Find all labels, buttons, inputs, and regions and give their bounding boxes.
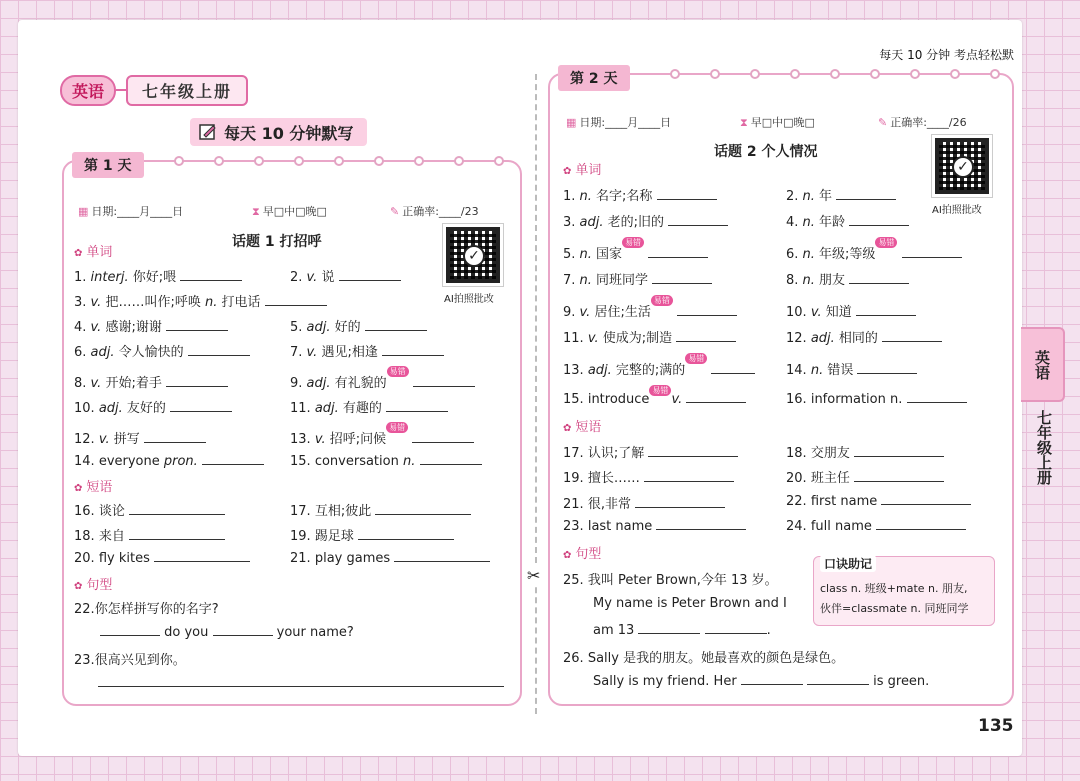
list-item: 9. adj. 有礼貌的易错 <box>290 372 475 391</box>
binder-ring-icon <box>374 156 384 166</box>
list-item: 5. adj. 好的 <box>290 316 427 335</box>
binder-ring-icon <box>174 156 184 166</box>
hard-badge: 易错 <box>387 366 409 377</box>
date-label: 日期:____月____日 <box>579 116 672 129</box>
list-item: 6. n. 年级;等级易错 <box>786 243 962 262</box>
topic2-title: 话题 2 个人情况 <box>714 144 818 160</box>
list-item: 12. adj. 相同的 <box>786 327 942 346</box>
subject-grade-badge <box>60 75 248 105</box>
list-item: 23. last name <box>563 518 746 534</box>
qr-code-icon[interactable]: ✓ <box>443 224 503 286</box>
binder-ring-icon <box>334 156 344 166</box>
list-item: 3. v. 把……叫作;呼唤 n. 打电话 <box>74 291 327 310</box>
qr-code-icon[interactable]: ✓ <box>932 135 992 197</box>
accuracy-label: 正确率:____/26 <box>890 116 967 129</box>
pen-icon <box>198 122 218 142</box>
list-item: 3. adj. 老的;旧的 <box>563 211 728 230</box>
hard-badge: 易错 <box>651 295 673 306</box>
header-slogan: 每天 10 分钟 考点轻松默 <box>879 48 1014 62</box>
qr-caption: AI拍照批改 <box>932 205 982 216</box>
hard-badge: 易错 <box>622 237 644 248</box>
day2-tab: 第 2 天 <box>558 65 630 91</box>
day2-accuracy <box>878 114 967 130</box>
list-item: 24. full name <box>786 518 966 534</box>
section-words: ✿ 单词 <box>563 159 601 178</box>
list-item: 2. v. 说 <box>290 266 401 285</box>
list-item: am 13 . <box>593 623 771 638</box>
calendar-icon: ▦ <box>566 116 577 129</box>
list-item: do you your name? <box>100 624 354 640</box>
list-item: 5. n. 国家易错 <box>563 243 708 262</box>
list-item: 16. information n. <box>786 391 967 407</box>
section-words: ✿ 单词 <box>74 241 112 260</box>
time-label: 早□中□晚□ <box>262 205 327 218</box>
binder-ring-icon <box>990 69 1000 79</box>
mnemonic-line: 伙伴=classmate n. 同班同学 <box>820 602 969 615</box>
binder-ring-icon <box>294 156 304 166</box>
list-item: 22. first name <box>786 493 971 509</box>
list-item: 4. v. 感谢;谢谢 <box>74 316 228 335</box>
list-item: 13. adj. 完整的;满的易错 <box>563 359 755 378</box>
list-item: 7. n. 同班同学 <box>563 269 712 288</box>
list-item: 22.你怎样拼写你的名字? <box>74 602 219 617</box>
list-item: 12. v. 拼写 <box>74 428 206 447</box>
mnemonic-text <box>820 579 988 619</box>
binder-ring-icon <box>710 69 720 79</box>
section-sentences: ✿ 句型 <box>74 574 112 593</box>
list-item: 19. 擅长…… <box>563 467 734 486</box>
hard-badge: 易错 <box>386 422 408 433</box>
list-item: Sally is my friend. Her is green. <box>593 674 930 689</box>
list-item: My name is Peter Brown and I <box>593 596 787 611</box>
calendar-icon: ▦ <box>78 205 89 218</box>
answer-line[interactable] <box>98 686 504 687</box>
list-item: 9. v. 居住;生活易错 <box>563 301 737 320</box>
list-item: 17. 互相;彼此 <box>290 500 471 519</box>
day2-date <box>566 114 671 130</box>
score-icon: ✎ <box>390 205 400 218</box>
list-item: 10. adj. 友好的 <box>74 397 232 416</box>
list-item: 7. v. 遇见;相逢 <box>290 341 444 360</box>
cut-line <box>535 74 537 714</box>
binder-ring-icon <box>750 69 760 79</box>
grade-label: 七年级上册 <box>126 75 248 106</box>
mnemonic-line: class n. 班级+mate n. 朋友, <box>820 582 968 595</box>
accuracy-label: 正确率:____/23 <box>402 205 479 218</box>
hard-badge: 易错 <box>685 353 707 364</box>
list-item: 11. adj. 有趣的 <box>290 397 448 416</box>
binder-ring-icon <box>950 69 960 79</box>
list-item: 8. v. 开始;着手 <box>74 372 228 391</box>
subject-side-tab: 英语 <box>1021 327 1065 402</box>
list-item: 11. v. 使成为;制造 <box>563 327 736 346</box>
mnemonic-box <box>813 556 995 626</box>
section-phrases: ✿ 短语 <box>563 416 601 435</box>
section-sentences: ✿ 句型 <box>563 543 601 562</box>
binder-ring-icon <box>214 156 224 166</box>
list-item: 1. interj. 你好;喂 <box>74 266 242 285</box>
list-item: 1. n. 名字;名称 <box>563 185 717 204</box>
list-item: 15. conversation n. <box>290 453 482 469</box>
date-label: 日期:____月____日 <box>91 205 184 218</box>
list-item: 17. 认识;了解 <box>563 442 738 461</box>
day1-time <box>252 203 327 219</box>
badge-connector <box>116 89 126 91</box>
list-item: 6. adj. 令人愉快的 <box>74 341 250 360</box>
score-icon: ✎ <box>878 116 888 129</box>
list-item: 16. 谈论 <box>74 500 225 519</box>
list-item: 13. v. 招呼;问候易错 <box>290 428 474 447</box>
main-title-text: 每天 10 分钟默写 <box>224 123 354 143</box>
main-title <box>190 118 367 146</box>
binder-ring-icon <box>830 69 840 79</box>
binder-ring-icon <box>494 156 504 166</box>
list-item: 14. n. 错误 <box>786 359 917 378</box>
day1-date <box>78 203 183 219</box>
list-item: 10. v. 知道 <box>786 301 916 320</box>
qr-caption: AI拍照批改 <box>444 294 494 305</box>
binder-ring-icon <box>414 156 424 166</box>
hard-badge: 易错 <box>875 237 897 248</box>
list-item: 26. Sally 是我的朋友。她最喜欢的颜色是绿色。 <box>563 651 845 666</box>
binder-ring-icon <box>870 69 880 79</box>
binder-ring-icon <box>254 156 264 166</box>
binder-ring-icon <box>670 69 680 79</box>
grade-side-label: 七年级上册 <box>1035 410 1053 485</box>
binder-ring-icon <box>910 69 920 79</box>
list-item: 18. 交朋友 <box>786 442 944 461</box>
list-item: 19. 踢足球 <box>290 525 454 544</box>
binder-ring-icon <box>790 69 800 79</box>
day1-accuracy <box>390 203 479 219</box>
list-item: 4. n. 年龄 <box>786 211 909 230</box>
page-number: 135 <box>978 716 1014 736</box>
list-item: 21. play games <box>290 550 490 566</box>
topic1-title: 话题 1 打招呼 <box>232 234 322 250</box>
list-item: 18. 来自 <box>74 525 225 544</box>
list-item: 25. 我叫 Peter Brown,今年 13 岁。 <box>563 573 778 588</box>
mnemonic-title: 口诀助记 <box>820 555 876 572</box>
hard-badge: 易错 <box>649 385 671 396</box>
hourglass-icon: ⧗ <box>740 116 748 129</box>
list-item: 2. n. 年 <box>786 185 896 204</box>
list-item: 23.很高兴见到你。 <box>74 653 186 668</box>
list-item: 14. everyone pron. <box>74 453 264 469</box>
scissors-icon: ✂ <box>527 566 541 585</box>
list-item: 20. fly kites <box>74 550 250 566</box>
time-label: 早□中□晚□ <box>750 116 815 129</box>
list-item: 15. introduce易错v. <box>563 391 746 407</box>
day1-tab: 第 1 天 <box>72 152 144 178</box>
subject-label: 英语 <box>60 75 116 106</box>
binder-ring-icon <box>454 156 464 166</box>
day2-time <box>740 114 815 130</box>
list-item: 20. 班主任 <box>786 467 944 486</box>
hourglass-icon: ⧗ <box>252 205 260 218</box>
list-item: 21. 很,非常 <box>563 493 725 512</box>
section-phrases: ✿ 短语 <box>74 476 112 495</box>
list-item: 8. n. 朋友 <box>786 269 909 288</box>
